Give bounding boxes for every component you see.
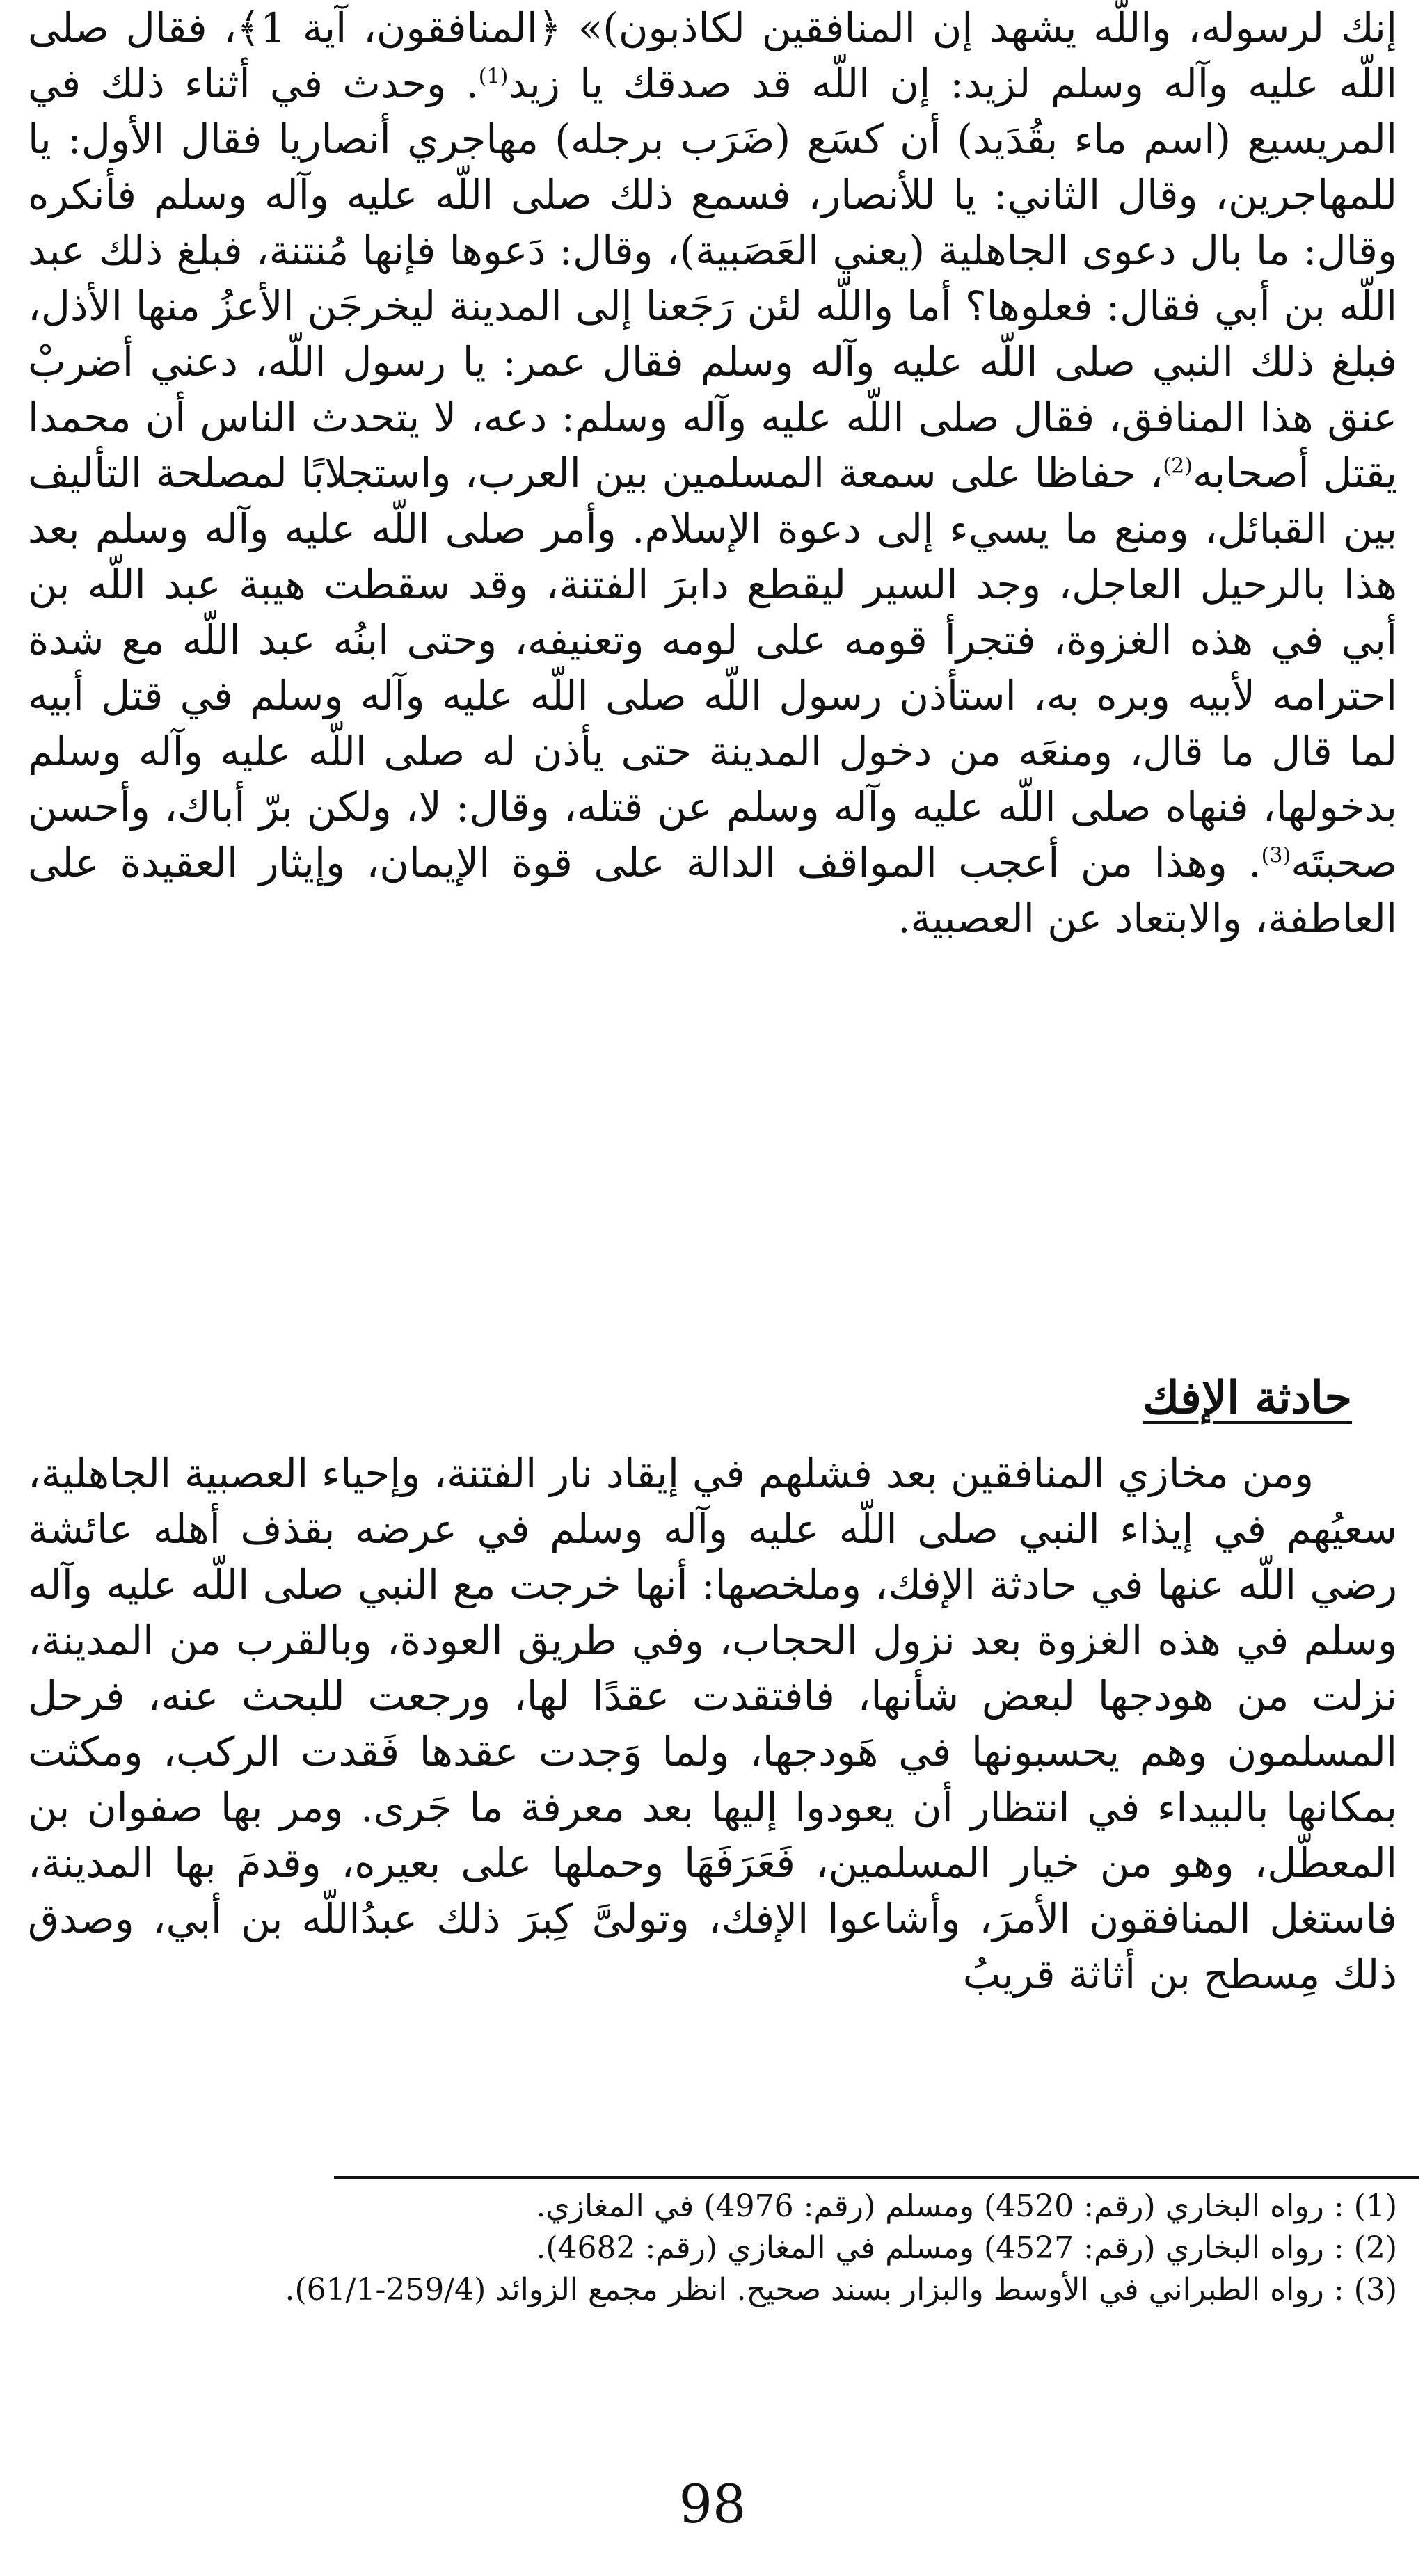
footnote-reference: (1) bbox=[478, 64, 509, 89]
footnotes-section bbox=[28, 2186, 1397, 2311]
paragraph-text: . وحدث في أثناء ذلك في المريسيع (اسم ماء بقُدَيد) أن كسَع (ضَرَب برجله) مهاجري أنصاريا فقال الأول: يا للمهاجرين، وقال الثاني: يا للأنصار، فسمع ذلك صلى اللّه عليه وآله وسلم فأنكره وقال: ما بال دعوى الجاهلية (يعني العَصَبية)، وقال: دَعوها فإنها مُنتنة، فبلغ ذلك عبد اللّه بن أبي فقال: فعلوها؟ أما واللّه لئن رَجَعنا إلى المدينة ليخرجَن الأعزُ منها الأذل، فبلغ ذلك النبي صلى اللّه عليه وآله وسلم فقال عمر: يا رسول اللّه، دعني أضربْ عنق هذا المنافق، فقال صلى اللّه عليه وآله وسلم: دعه، لا يتحدث الناس أن محمدا يقتل أصحابه bbox=[28, 60, 1397, 497]
paragraph-text: . وهذا من أعجب المواقف الدالة على قوة الإيمان، وإيثار العقيدة على العاطفة، والابتعاد عن العصبية. bbox=[28, 839, 1397, 942]
footnote: (3) : رواه الطبراني في الأوسط والبزار بسند صحيح. انظر مجمع الزوائد (259/4-61/1). bbox=[285, 2272, 1397, 2307]
body-paragraph bbox=[28, 1446, 1397, 2002]
paragraph-text: ومن مخازي المنافقين بعد فشلهم في إيقاد نار الفتنة، وإحياء العصبية الجاهلية، سعيُهم في إيذاء النبي صلى اللّه عليه وآله وسلم في عرضه بقذف أهله عائشة رضي اللّه عنها في حادثة الإفك، وملخصها: أنها خرجت مع النبي صلى اللّه عليه وآله وسلم في هذه الغزوة بعد نزول الحجاب، وفي طريق العودة، وبالقرب من المدينة، نزلت من هودجها لبعض شأنها، فافتقدت عقدًا لها، ورجعت للبحث عنه، فرحل المسلمون وهم يحسبونها في هَودجها، ولما وَجدت عقدها فَقدت الركب، ومكثت بمكانها بالبيداء في انتظار أن يعودوا إليها بعد معرفة ما جَرى. ومر بها صفوان بن المعطّل، وهو من خيار المسلمين، فَعَرَفَهَا وحملها على بعيره، وقدمَ بها المدينة، فاستغل المنافقون الأمرَ، وأشاعوا الإفك، وتولىَّ كِبرَ ذلك عبدُاللّه بن أبي، وصدق ذلك مِسطح بن أثاثة قريبُ bbox=[28, 1450, 1397, 1998]
paragraph-text: ، حفاظا على سمعة المسلمين بين العرب، واستجلابًا لمصلحة التأليف بين القبائل، ومنع ما يسيء إلى دعوة الإسلام. وأمر صلى اللّه عليه وآله وسلم بعد هذا بالرحيل العاجل، وجد السير ليقطع دابرَ الفتنة، وقد سقطت هيبة عبد اللّه بن أبي في هذه الغزوة، فتجرأ قومه على لومه وتعنيفه، وحتى ابنُه عبد اللّه مع شدة احترامه لأبيه وبره به، استأذن رسول اللّه صلى اللّه عليه وآله وسلم في قتل أبيه لما قال ما قال، ومنعَه من دخول المدينة حتى يأذن له صلى اللّه عليه وآله وسلم بدخولها، فنهاه صلى اللّه عليه وآله وسلم عن قتله، وقال: لا، ولكن برّ أباك، وأحسن صحبتَه bbox=[28, 449, 1397, 886]
footnote: (1) : رواه البخاري (رقم: 4520) ومسلم (رقم: 4976) في المغازي. bbox=[536, 2189, 1397, 2224]
body-paragraph bbox=[28, 0, 1397, 946]
footnote-separator bbox=[334, 2176, 1419, 2179]
page-number: 98 bbox=[678, 2473, 747, 2535]
section-heading: حادثة الإفك bbox=[1143, 1372, 1352, 1424]
paragraph-text: إنك لرسوله، واللّه يشهد إن المنافقين لكاذبون)» ﴿المنافقون، آية 1﴾، فقال صلى اللّه عليه وآله وسلم لزيد: إن اللّه قد صدقك يا زيد bbox=[28, 4, 1398, 107]
footnote: (2) : رواه البخاري (رقم: 4527) ومسلم في المغازي (رقم: 4682). bbox=[536, 2230, 1397, 2266]
footnote-reference: (3) bbox=[1261, 843, 1291, 868]
footnote-reference: (2) bbox=[1163, 454, 1193, 479]
